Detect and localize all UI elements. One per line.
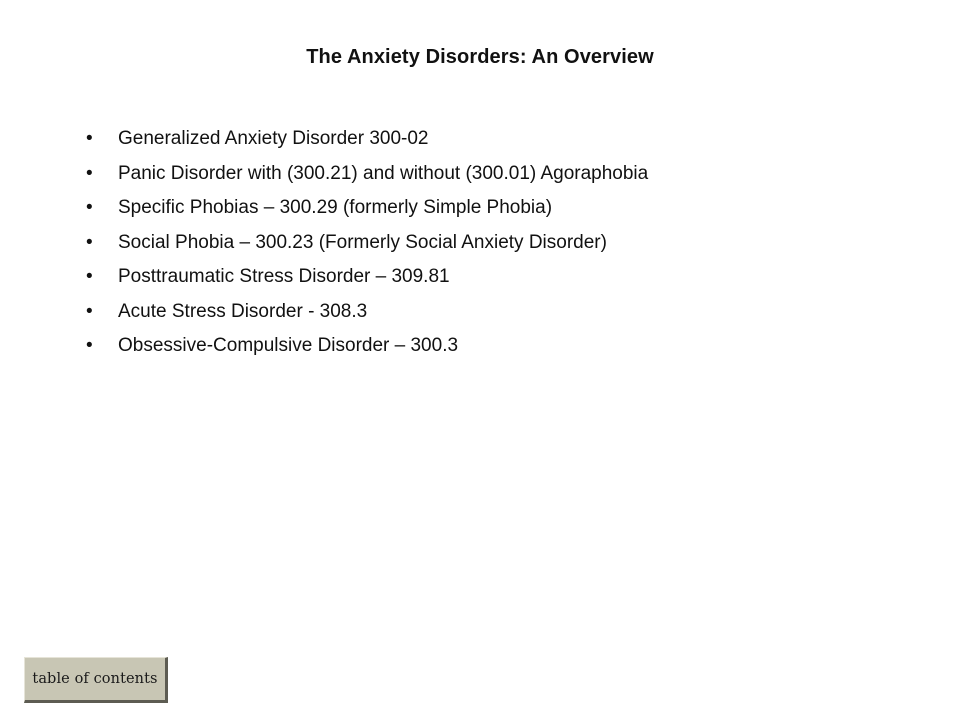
list-item-text: Posttraumatic Stress Disorder – 309.81 — [118, 266, 450, 287]
bullet-dot-icon: • — [86, 300, 93, 322]
bullet-list — [86, 122, 648, 364]
list-item-text: Generalized Anxiety Disorder 300-02 — [118, 128, 429, 149]
list-item — [86, 191, 648, 226]
list-item-text: Acute Stress Disorder - 308.3 — [118, 300, 368, 322]
list-item-text: Specific Phobias – 300.29 (formerly Simple Phobia) — [118, 197, 553, 218]
bullet-dot-icon: • — [86, 162, 93, 184]
list-item — [86, 122, 648, 157]
list-item — [86, 226, 648, 261]
list-item-text: Social Phobia – 300.23 (Formerly Social Anxiety Disorder) — [118, 231, 607, 253]
list-item-text: Panic Disorder with (300.21) and without (300.01) Agoraphobia — [118, 162, 649, 184]
list-item — [86, 260, 648, 295]
list-item — [86, 295, 648, 330]
bullet-dot-icon: • — [86, 335, 93, 356]
table-of-contents-label: table of contents — [32, 671, 158, 687]
bullet-dot-icon: • — [86, 128, 93, 149]
table-of-contents-button[interactable] — [24, 657, 168, 703]
list-item-text: Obsessive-Compulsive Disorder – 300.3 — [118, 335, 459, 356]
bullet-dot-icon: • — [86, 197, 93, 218]
list-item — [86, 157, 648, 192]
bullet-dot-icon: • — [86, 231, 93, 253]
bullet-dot-icon: • — [86, 266, 93, 287]
slide-title: The Anxiety Disorders: An Overview — [306, 46, 654, 68]
list-item — [86, 329, 648, 364]
